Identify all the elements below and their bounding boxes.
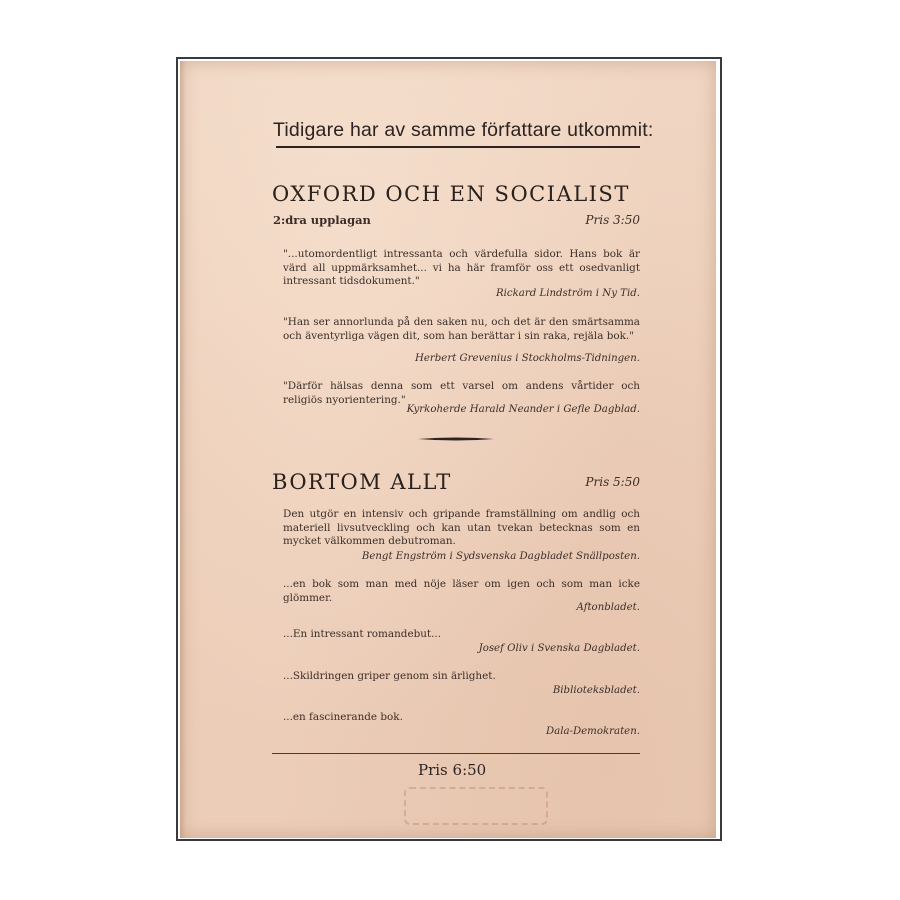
review-quote: "Därför hälsas denna som ett varsel om andens vårtider och religiös nyorientering." <box>283 380 640 406</box>
book-title-bortom-allt: BORTOM ALLT <box>272 470 452 494</box>
review-source: Rickard Lindström i Ny Tid. <box>495 288 640 299</box>
review-quote: ...en fascinerande bok. <box>283 711 403 723</box>
book-title-oxford: OXFORD OCH EN SOCIALIST <box>272 182 630 206</box>
review-source: Herbert Grevenius i Stockholms-Tidningen. <box>414 353 640 364</box>
header-rule <box>276 146 640 148</box>
review-source: Biblioteksbladet. <box>552 685 640 696</box>
book-back-cover <box>180 61 716 838</box>
book-price-bortom-allt: Pris 5:50 <box>585 475 640 489</box>
faded-stamp <box>404 787 548 825</box>
review-quote: Den utgör en intensiv och gripande framställning om andlig och materiell livsutveckling och kan utan tvekan betecknas som en mycket välkommen debutroman. <box>283 508 640 547</box>
book-edition: 2:dra upplagan <box>273 213 371 227</box>
review-source: Kyrkoherde Harald Neander i Gefle Dagblad. <box>406 404 640 415</box>
paper-edge-shadow <box>180 61 186 838</box>
review-quote: ...en bok som man med nöje läser om igen och som man icke glömmer. <box>283 578 640 604</box>
review-quote: "Han ser annorlunda på den saken nu, och det är den smärtsamma och äventyrliga vägen dit, som han berättar i sin raka, rejäla bok." <box>283 316 640 342</box>
review-quote: ...En intressant romandebut... <box>283 628 442 640</box>
review-source: Bengt Engström i Sydsvenska Dagbladet Snällposten. <box>361 551 640 562</box>
review-source: Josef Oliv i Svenska Dagbladet. <box>478 643 640 654</box>
review-source: Aftonbladet. <box>576 602 640 613</box>
review-source: Dala-Demokraten. <box>545 726 640 737</box>
header-text: Tidigare har av samme författare utkommit: <box>273 119 654 141</box>
footer-rule <box>272 753 640 754</box>
book-price-oxford: Pris 3:50 <box>585 213 640 227</box>
section-divider-ornament <box>418 436 494 442</box>
review-quote: ...Skildringen griper genom sin ärlighet. <box>283 670 496 682</box>
total-price: Pris 6:50 <box>418 761 487 779</box>
review-quote: "...utomordentligt intressanta och värdefulla sidor. Hans bok är värd all uppmärksamhet... vi ha här framför oss ett osedvanligt intressant tidsdokument." <box>283 248 640 287</box>
